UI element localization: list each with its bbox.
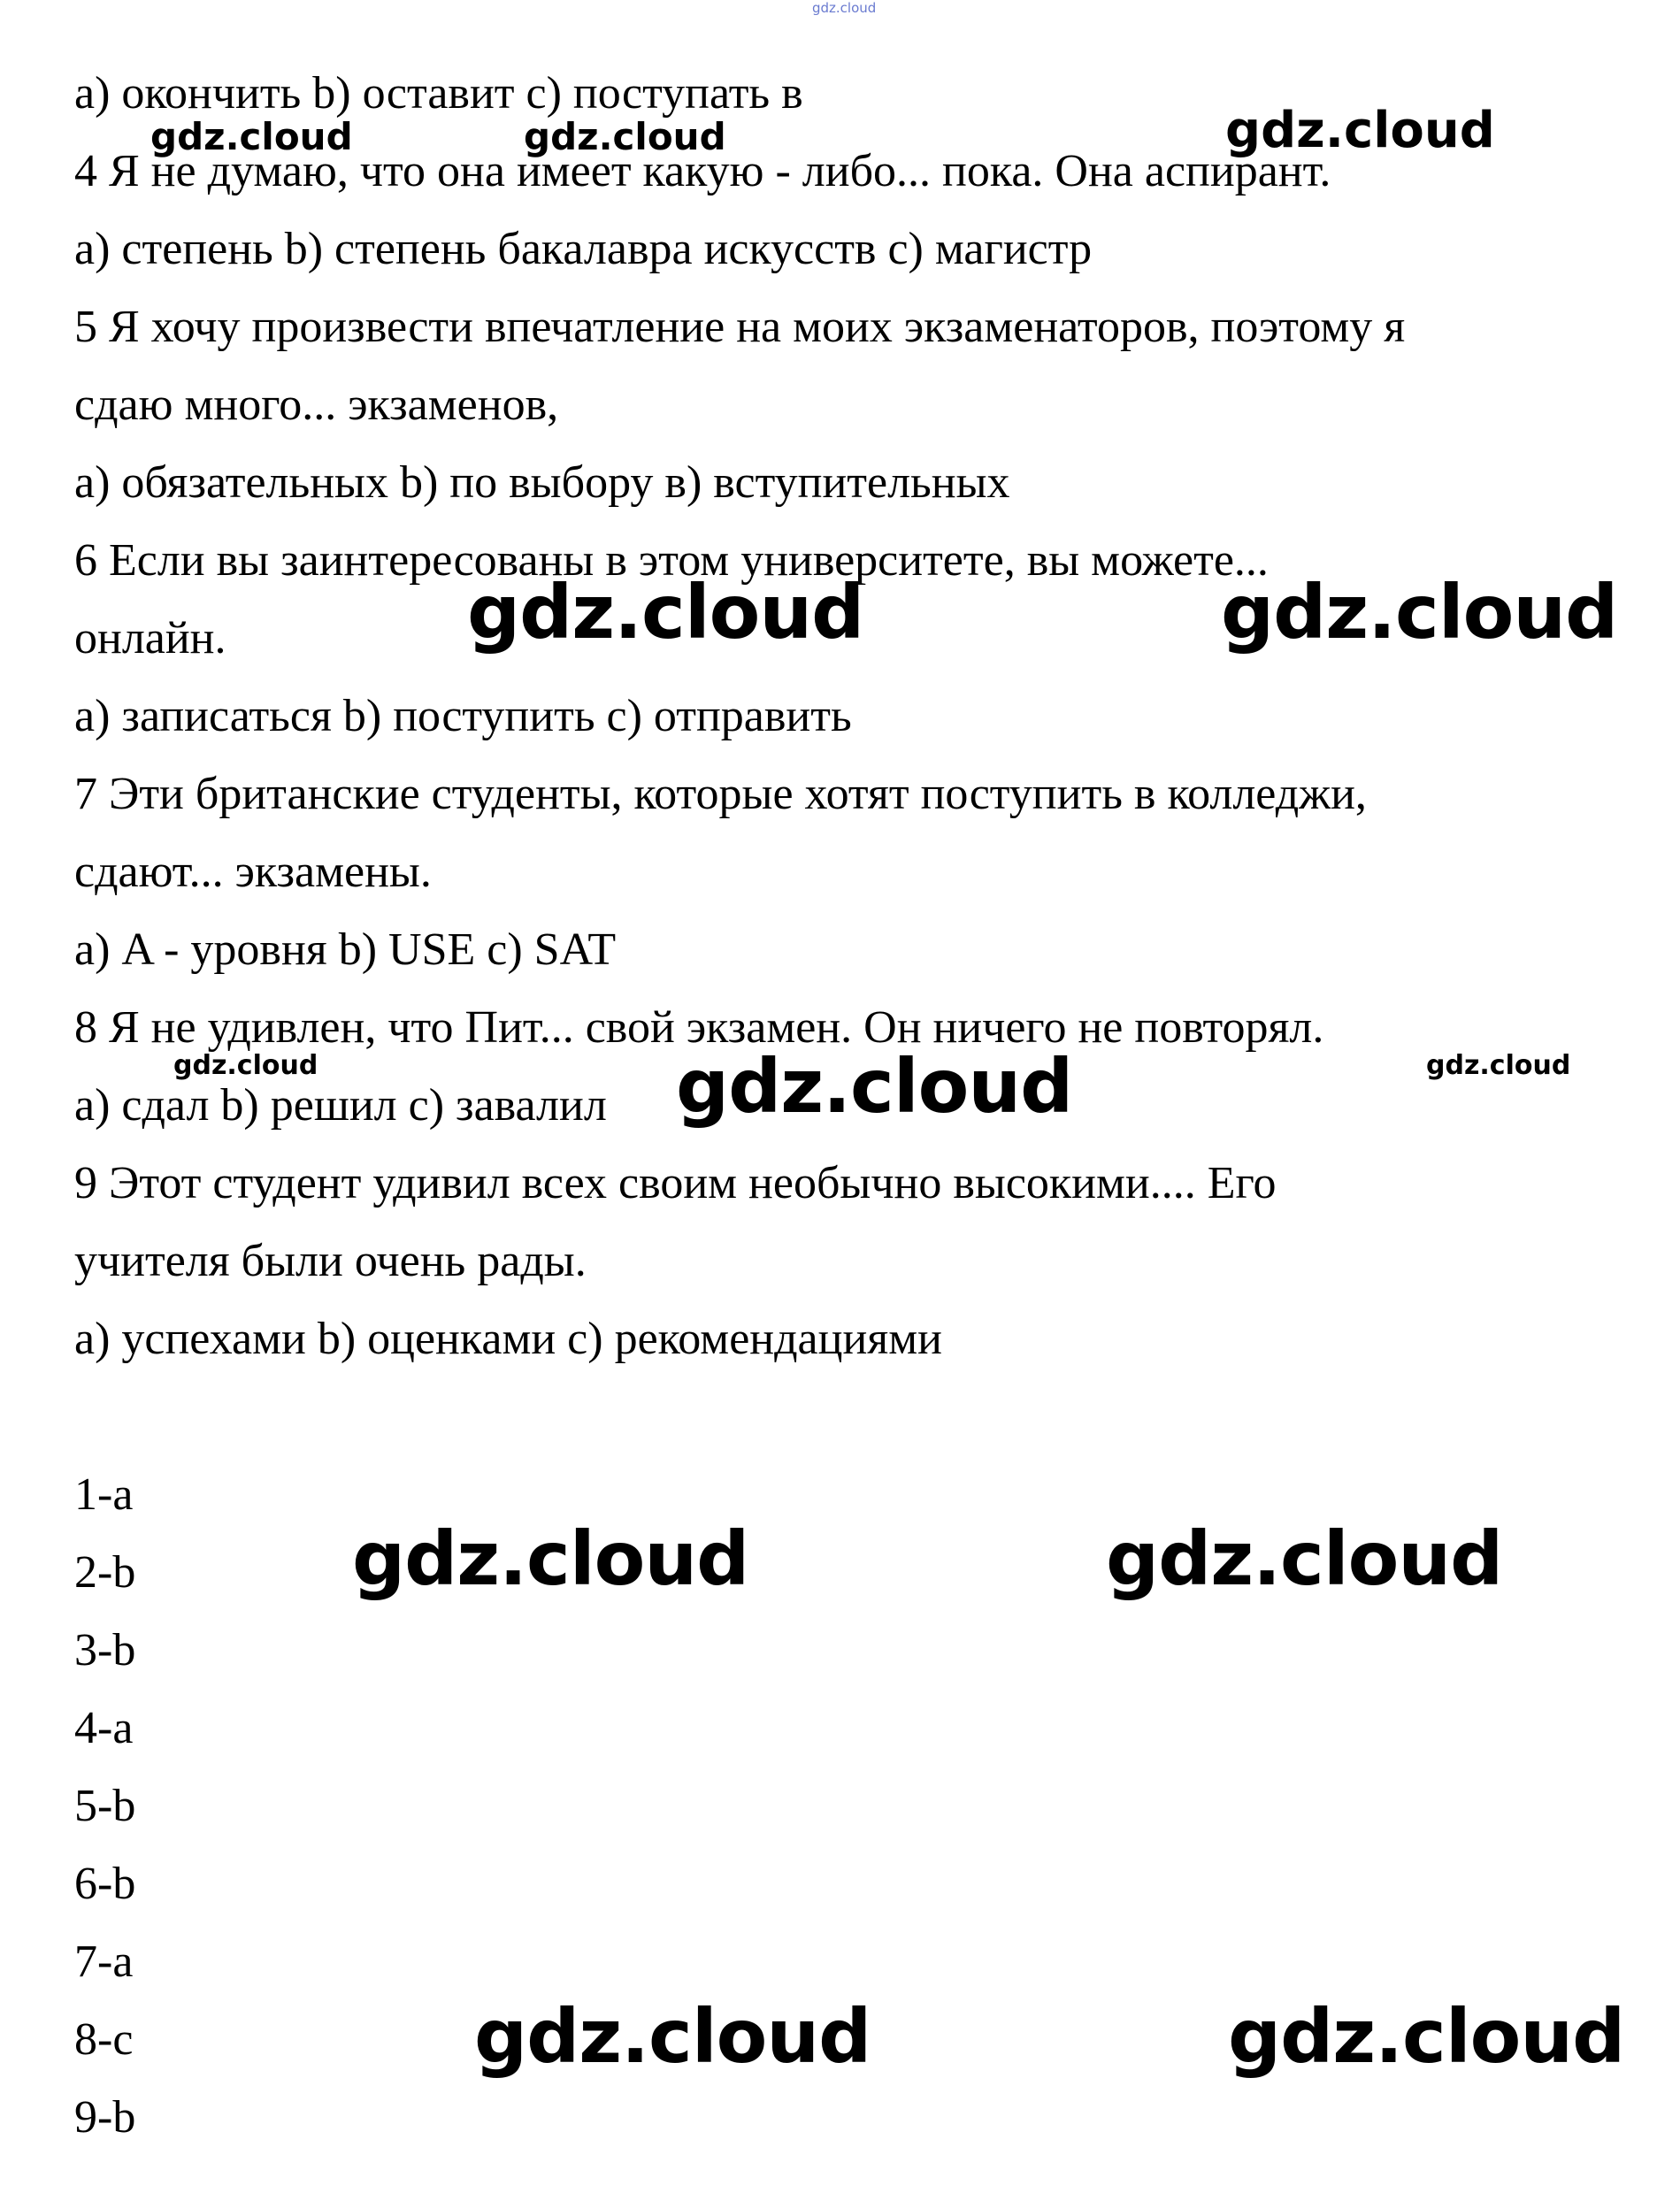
answer-item: 8-c — [74, 2014, 134, 2065]
answer-item: 4-a — [74, 1703, 134, 1753]
answer-item: 5-b — [74, 1781, 136, 1831]
watermark: gdz.cloud — [1426, 1050, 1571, 1081]
watermark: gdz.cloud — [150, 115, 353, 158]
header-watermark: gdz.cloud — [812, 0, 877, 16]
question-line: 8 Я не удивлен, что Пит... свой экзамен. Он ничего не повторял. — [74, 1002, 1324, 1053]
answer-item: 1-a — [74, 1469, 134, 1520]
question-line: 9 Этот студент удивил всех своим необычно высокими.... Его — [74, 1158, 1277, 1208]
question-line: а) сдал b) решил с) завалил — [74, 1080, 607, 1131]
question-line: а) обязательных b) по выбору в) вступительных — [74, 457, 1010, 508]
question-line: а) степень b) степень бакалавра искусств с) магистр — [74, 224, 1093, 274]
question-line: сдают... экзамены. — [74, 847, 432, 897]
answer-item: 7-a — [74, 1936, 134, 1987]
watermark: gdz.cloud — [1106, 1515, 1503, 1602]
question-line: 7 Эти британские студенты, которые хотят поступить в колледжи, — [74, 769, 1367, 819]
question-line: а) успехами b) оценками с) рекомендациями — [74, 1314, 942, 1364]
question-line: 6 Если вы заинтересованы в этом университете, вы можете... — [74, 535, 1269, 586]
question-line: а) A - уровня b) USE c) SAT — [74, 924, 617, 975]
question-line: учителя были очень рады. — [74, 1236, 587, 1286]
watermark: gdz.cloud — [1221, 569, 1618, 656]
watermark: gdz.cloud — [467, 569, 864, 656]
answer-item: 3-b — [74, 1625, 136, 1675]
question-line: а) записаться b) поступить с) отправить — [74, 691, 852, 741]
answer-item: 6-b — [74, 1859, 136, 1909]
watermark: gdz.cloud — [1228, 1993, 1625, 2080]
question-line: сдаю много... экзаменов, — [74, 380, 559, 430]
watermark: gdz.cloud — [676, 1043, 1073, 1130]
watermark: gdz.cloud — [474, 1993, 871, 2080]
question-line: 4 Я не думаю, что она имеет какую - либо... пока. Она аспирант. — [74, 146, 1331, 196]
watermark: gdz.cloud — [352, 1515, 749, 1602]
watermark: gdz.cloud — [1225, 102, 1495, 159]
question-line: а) окончить b) оставит с) поступать в — [74, 68, 803, 119]
answer-item: 9-b — [74, 2092, 136, 2143]
watermark: gdz.cloud — [173, 1050, 318, 1081]
watermark: gdz.cloud — [524, 115, 726, 158]
question-line: 5 Я хочу произвести впечатление на моих экзаменаторов, поэтому я — [74, 302, 1406, 352]
question-line: онлайн. — [74, 613, 226, 663]
answer-item: 2-b — [74, 1547, 136, 1598]
